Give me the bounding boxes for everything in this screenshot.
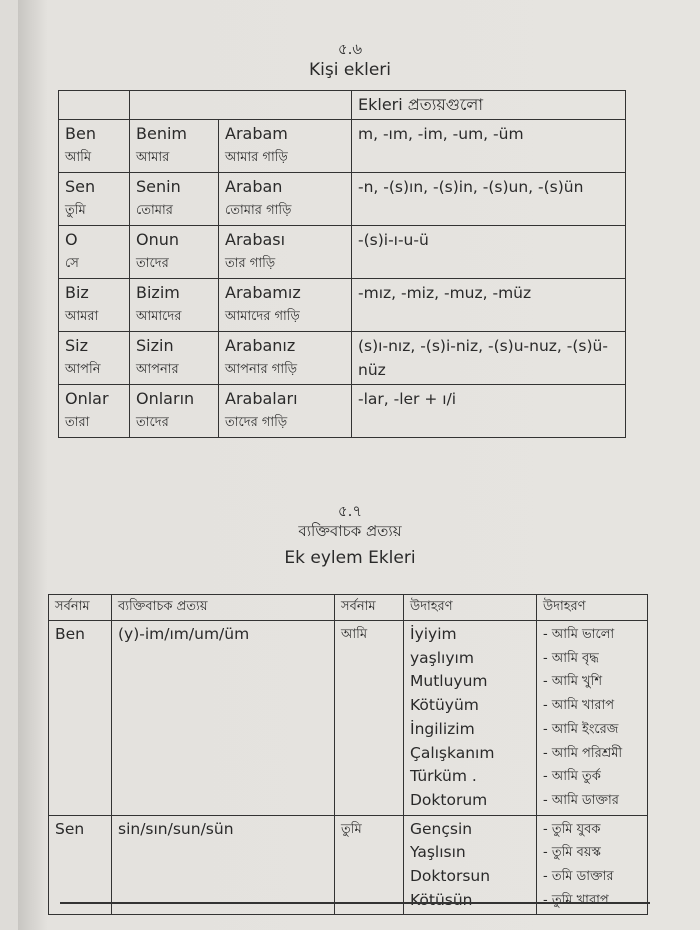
possessive-cell: Bizim: [136, 283, 180, 302]
suffixes-cell: -mız, -miz, -muz, -müz: [352, 279, 626, 332]
translation-item-col: [537, 815, 648, 915]
pronoun-bn-cell: সে: [65, 256, 79, 271]
example-item: Yaşlısın: [410, 843, 466, 862]
possessive-col: [130, 279, 219, 332]
example-item-col: [404, 621, 537, 816]
translation-item: - তুমি খারাপ: [543, 892, 609, 908]
example-bn-cell: তাদের গাড়ি: [225, 415, 288, 430]
section-title-bn-2: ব্যক্তিবাচক প্রত্যয়: [298, 522, 402, 540]
pronoun-cell: Sen: [49, 815, 112, 915]
example-item: Doktorum: [410, 790, 488, 809]
example-item: Kötüsün: [410, 890, 473, 909]
example-item-col: [404, 815, 537, 915]
possessive-cell: Onun: [136, 230, 180, 249]
possessive-col: [130, 120, 219, 173]
pronoun-col: [59, 385, 130, 438]
example-cell: Arabanız: [225, 336, 296, 355]
header-personal-suffix: ব্যক্তিবাচক প্রত্যয়: [112, 595, 335, 621]
pronoun-col: [59, 226, 130, 279]
possessive-bn-cell: আমাদের: [136, 309, 182, 324]
header-cell-empty: [59, 91, 130, 120]
possessive-col: [130, 332, 219, 385]
example-cell: Araban: [225, 177, 283, 196]
header-cell-suffixes: Ekleri প্রত্যয়গুলো: [352, 91, 626, 120]
possessive-col: [130, 385, 219, 438]
translation-item: - তমি ডাক্তার: [543, 869, 614, 885]
table-header-row: [59, 91, 626, 120]
example-bn-cell: তোমার গাড়ি: [225, 203, 292, 218]
suffixes-cell: -lar, -ler + ı/i: [352, 385, 626, 438]
table-header-row: [49, 595, 648, 621]
example-cell: Arabam: [225, 124, 288, 143]
example-bn-cell: তার গাড়ি: [225, 256, 276, 271]
translation-item: - আমি ডাক্তার: [543, 792, 619, 808]
example-item: yaşlıyım: [410, 648, 474, 667]
pronoun-bn-cell: আমি: [335, 621, 404, 816]
possessive-bn-cell: তাদের: [136, 256, 169, 271]
example-item: Gençsin: [410, 819, 473, 838]
example-item: İyiyim: [410, 625, 457, 643]
table-row: [59, 120, 626, 173]
header-pronoun: সর্বনাম: [49, 595, 112, 621]
table-row: [49, 621, 648, 816]
translation-item: - আমি তুর্ক: [543, 769, 601, 785]
example-cell: Arabası: [225, 230, 286, 249]
possessive-cell: Onların: [136, 389, 195, 408]
table-row: [59, 279, 626, 332]
example-item: Kötüyüm: [410, 696, 479, 715]
possessive-cell: Sizin: [136, 336, 174, 355]
pronoun-cell: Onlar: [65, 389, 109, 408]
translation-item: - আমি খারাপ: [543, 698, 615, 714]
example-item: Türküm .: [410, 767, 477, 786]
pronoun-bn-cell: তুমি: [65, 203, 86, 218]
translation-item: - তুমি যুবক: [543, 821, 601, 837]
possessive-bn-cell: তোমার: [136, 203, 173, 218]
header-pronoun-bn: সর্বনাম: [335, 595, 404, 621]
table-row: [59, 385, 626, 438]
pronoun-cell: Siz: [65, 336, 88, 355]
example-bn-cell: আপনার গাড়ি: [225, 362, 298, 377]
translation-item: - আমি বৃদ্ধ: [543, 650, 599, 666]
pronoun-cell: Biz: [65, 283, 89, 302]
suffixes-cell: -n, -(s)ın, -(s)in, -(s)un, -(s)ün: [352, 173, 626, 226]
section-title-1: Kişi ekleri: [308, 60, 392, 80]
header-example: উদাহরণ: [404, 595, 537, 621]
table-row: [59, 226, 626, 279]
example-item: Doktorsun: [410, 867, 491, 886]
possessive-cell: Senin: [136, 177, 181, 196]
pronoun-cell: Sen: [65, 177, 96, 196]
example-col: [219, 332, 352, 385]
example-bn-cell: আমার গাড়ি: [225, 150, 288, 165]
example-col: [219, 279, 352, 332]
example-cell: Arabamız: [225, 283, 301, 302]
example-cell: Arabaları: [225, 389, 298, 408]
pronoun-col: [59, 173, 130, 226]
header-cell-empty: [130, 91, 352, 120]
translation-item: - আমি ভালো: [543, 627, 615, 642]
pronoun-bn-cell: তারা: [65, 415, 90, 430]
pronoun-col: [59, 120, 130, 173]
suffixes-cell: (s)ı-nız, -(s)i-niz, -(s)u-nuz, -(s)ü-nüz: [352, 332, 626, 385]
suffix-cell: sin/sın/sun/sün: [112, 815, 335, 915]
possessive-col: [130, 173, 219, 226]
translation-item: - আমি পরিশ্রমী: [543, 745, 623, 761]
pronoun-cell: O: [65, 230, 78, 249]
table-row: [59, 173, 626, 226]
possessive-bn-cell: আমার: [136, 150, 170, 165]
pronoun-bn-cell: আমরা: [65, 309, 99, 324]
translation-item: - তুমি বয়স্ক: [543, 845, 601, 861]
pronoun-col: [59, 279, 130, 332]
possessive-bn-cell: আপনার: [136, 362, 179, 377]
copula-suffix-table: [48, 594, 648, 915]
pronoun-col: [59, 332, 130, 385]
header-translation: উদাহরণ: [537, 595, 648, 621]
pronoun-cell: Ben: [65, 124, 96, 143]
translation-item-col: [537, 621, 648, 816]
pronoun-bn-cell: আমি: [65, 150, 92, 165]
page-bottom-rule: [60, 902, 650, 904]
example-col: [219, 120, 352, 173]
table-row: [49, 815, 648, 915]
suffixes-cell: -(s)i-ı-u-ü: [352, 226, 626, 279]
example-item: Çalışkanım: [410, 743, 495, 762]
example-col: [219, 226, 352, 279]
example-col: [219, 385, 352, 438]
pronoun-bn-cell: আপনি: [65, 362, 101, 377]
translation-item: - আমি খুশি: [543, 674, 603, 690]
example-item: Mutluyum: [410, 672, 488, 691]
pronoun-bn-cell: তুমি: [335, 815, 404, 915]
example-col: [219, 173, 352, 226]
example-item: İngilizim: [410, 719, 475, 738]
suffixes-cell: m, -ım, -im, -um, -üm: [352, 120, 626, 173]
pronoun-cell: Ben: [49, 621, 112, 816]
section-title-2: Ek eylem Ekleri: [284, 548, 416, 568]
section-number-1: ৫.৬: [337, 40, 363, 58]
possessive-bn-cell: তাদের: [136, 415, 169, 430]
possessive-col: [130, 226, 219, 279]
suffix-cell: (y)-im/ım/um/üm: [112, 621, 335, 816]
example-bn-cell: আমাদের গাড়ি: [225, 309, 300, 324]
table-row: [59, 332, 626, 385]
translation-item: - আমি ইংরেজ: [543, 721, 619, 737]
personal-suffix-table: [58, 90, 626, 438]
possessive-cell: Benim: [136, 124, 187, 143]
section-number-2: ৫.৭: [337, 502, 363, 520]
